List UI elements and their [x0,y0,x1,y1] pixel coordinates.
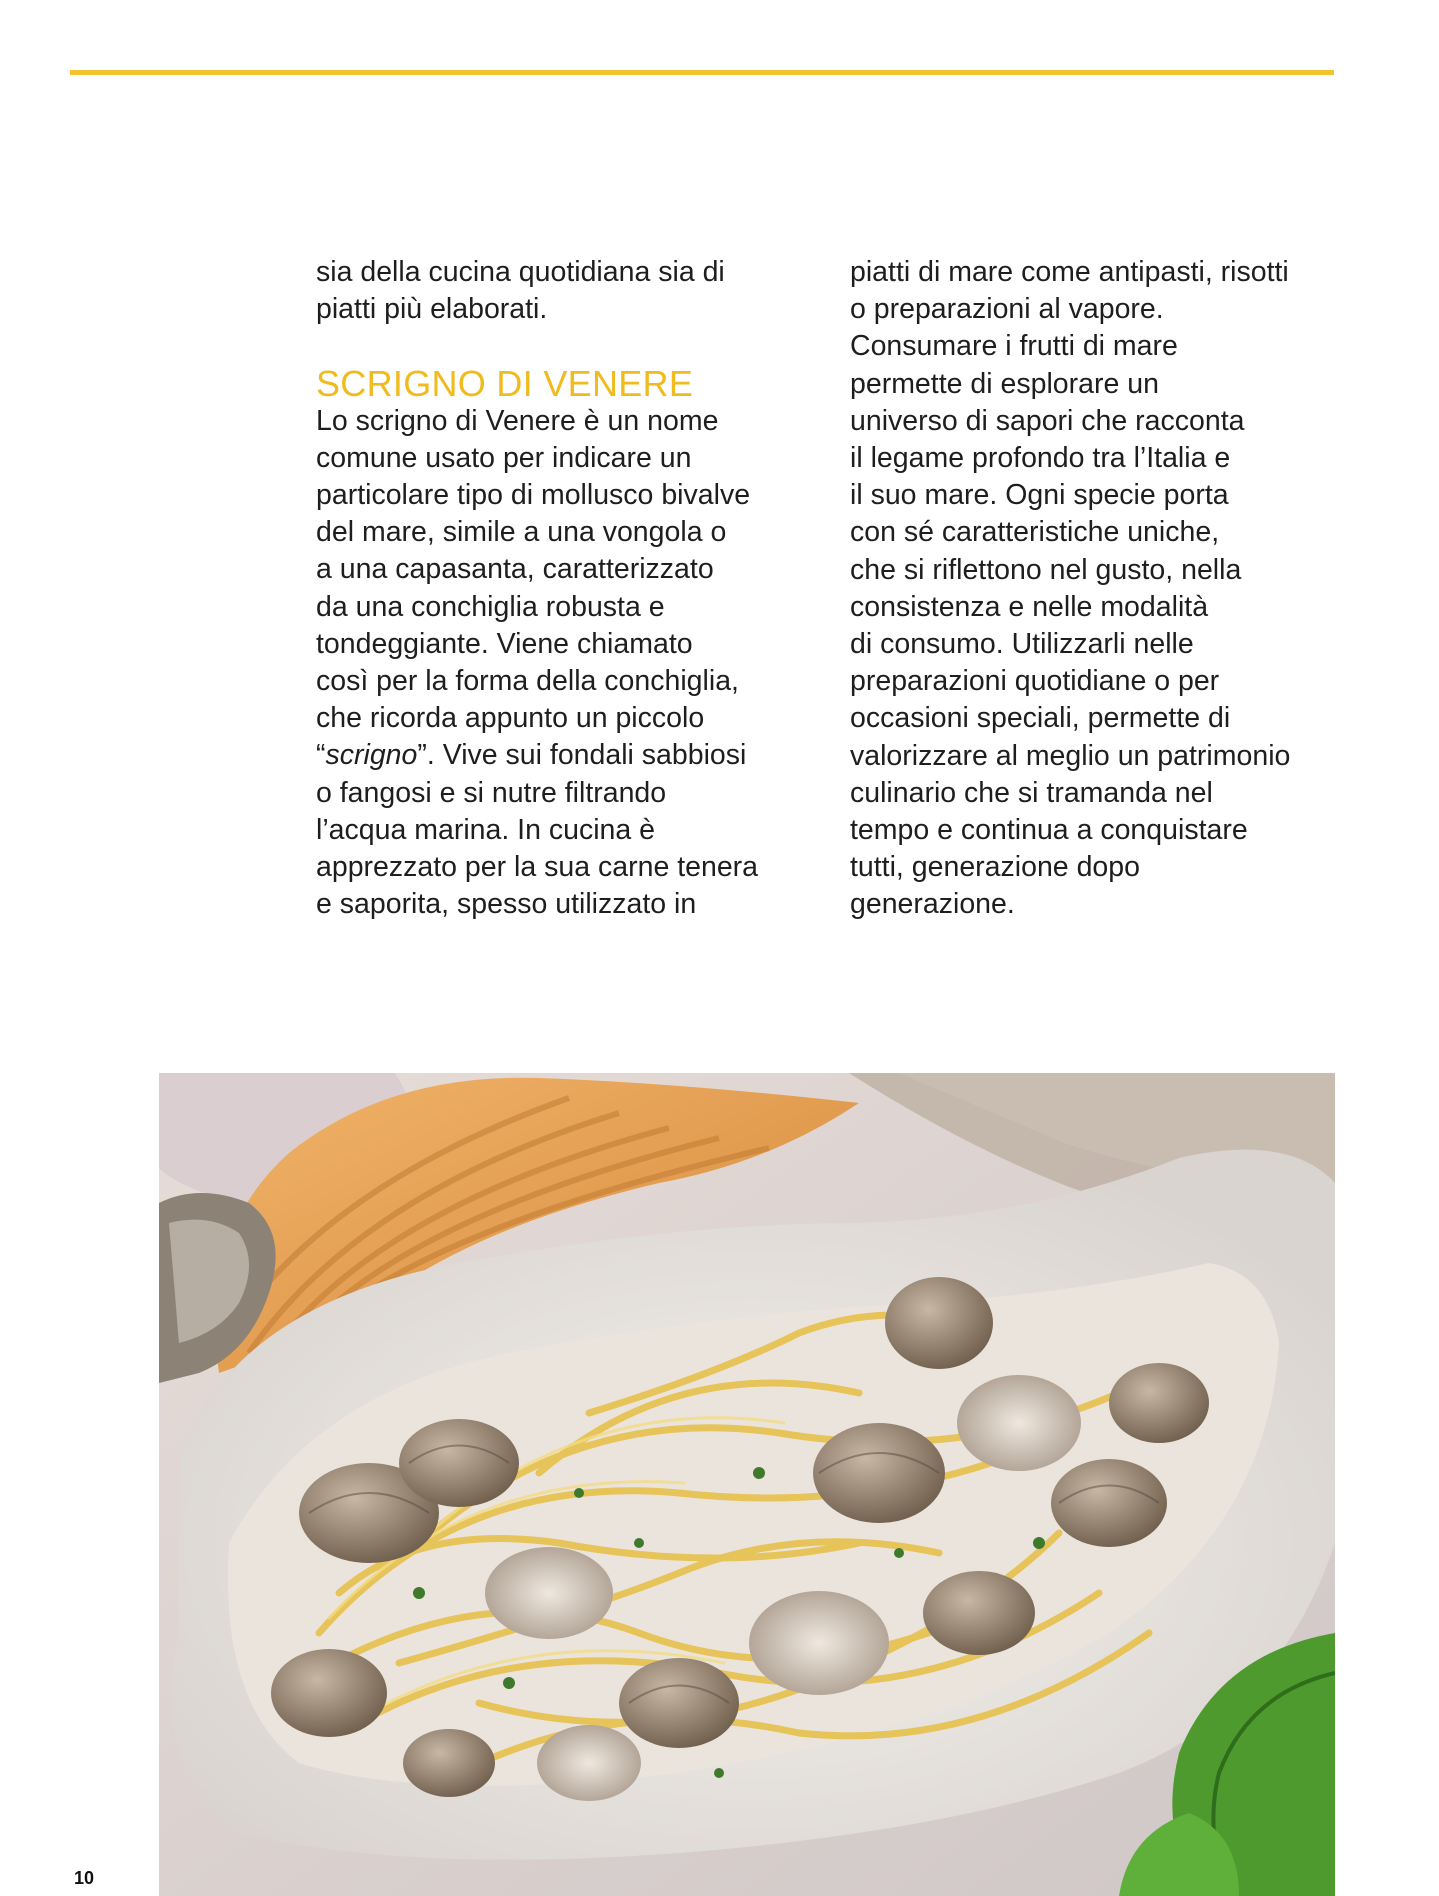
body-line-quote [316,737,816,774]
body-line: permette di esplorare un [850,367,1159,400]
body-line: così per la forma della conchiglia, [316,665,739,698]
page-number: 10 [74,1868,95,1888]
body-line: valorizzare al meglio un patrimonio [850,739,1291,772]
body-line: culinario che si tramanda nel [850,776,1213,809]
paragraph-gap [316,328,816,365]
italic-word: scrigno [325,739,418,772]
body-line: apprezzato per la sua carne tenera [316,851,759,884]
body-line: consistenza e nelle modalità [850,590,1209,623]
body-line: tutti, generazione dopo [850,851,1140,884]
body-line: il legame profondo tra l’Italia e [850,442,1231,475]
body-line: o preparazioni al vapore. [850,293,1164,326]
body-line: piatti di mare come antipasti, risotti [850,256,1289,288]
body-line: piatti più elaborati. [316,293,548,326]
body-line: del mare, simile a una vongola o [316,516,727,549]
body-line: occasioni speciali, permette di [850,702,1231,735]
body-line: il suo mare. Ogni specie porta [850,479,1229,512]
body-line: che ricorda appunto un piccolo [316,702,705,735]
body-line: o fangosi e si nutre filtrando [316,776,667,809]
quote-rest: ”. Vive sui fondali sabbiosi [417,739,747,772]
body-line: comune usato per indicare un [316,441,692,474]
body-line: tempo e continua a conquistare [850,814,1248,847]
section-heading: SCRIGNO DI VENERE [316,363,694,405]
body-line: sia della cucina quotidiana sia di [316,256,725,288]
body-line: che si riflettono nel gusto, nella [850,553,1242,586]
body-line: particolare tipo di mollusco bivalve [316,479,751,512]
spaghetti-clams-photo [159,1073,1335,1896]
left-text-column [316,254,816,923]
body-line: l’acqua marina. In cucina è [316,813,656,846]
body-line: generazione. [850,888,1015,921]
quote-open: “ [316,739,326,772]
body-line: Consumare i frutti di mare [850,330,1178,363]
right-text-column [850,254,1340,924]
body-line: da una conchiglia robusta e [316,590,665,623]
body-line: e saporita, spesso utilizzato in [316,888,697,921]
body-line: di consumo. Utilizzarli nelle [850,628,1194,661]
body-line: tondeggiante. Viene chiamato [316,627,693,660]
body-line: universo di sapori che racconta [850,404,1245,437]
body-line: con sé caratteristiche uniche, [850,516,1220,549]
top-accent-rule [70,70,1334,75]
body-line: a una capasanta, caratterizzato [316,553,714,586]
body-line: preparazioni quotidiane o per [850,665,1220,698]
body-line: Lo scrigno di Venere è un nome [316,404,719,437]
